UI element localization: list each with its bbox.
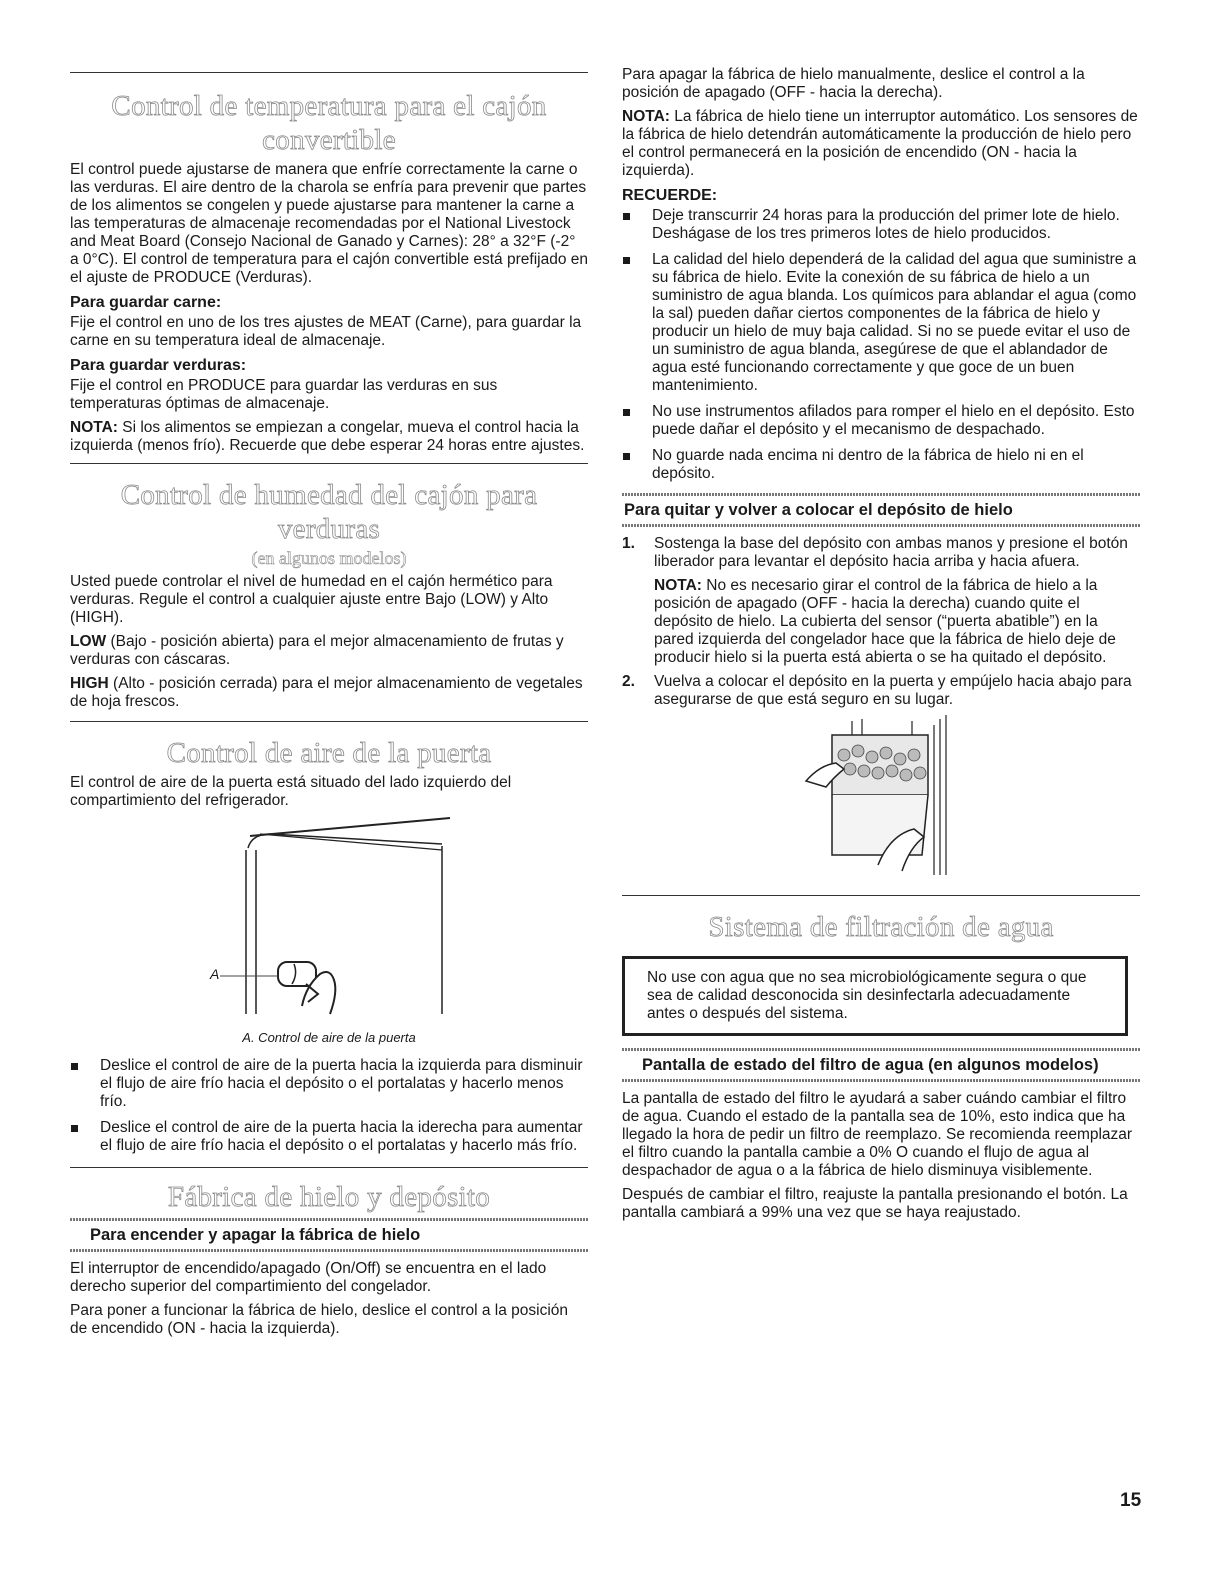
figure-caption: A. Control de aire de la puerta bbox=[242, 1030, 416, 1045]
ice-bin-figure bbox=[622, 715, 1140, 883]
low-label: LOW bbox=[70, 633, 107, 650]
high-label: HIGH bbox=[70, 675, 109, 692]
door-illustration bbox=[70, 816, 588, 1026]
figure-callout-a: A bbox=[210, 966, 220, 982]
low-text: (Bajo - posición abierta) para el mejor almacenamiento de frutas y verduras con cáscaras. bbox=[70, 633, 564, 668]
filter-reset-text: Después de cambiar el filtro, reajuste la pantalla presionando el botón. La pantalla cambiará a 99% una vez que se haya reajustado. bbox=[622, 1186, 1128, 1221]
step-number: 2. bbox=[622, 673, 635, 690]
ice-switch-text: El interruptor de encendido/apagado (On/Off) se encuentra en el lado derecho superior del compartimiento del congelador. bbox=[70, 1260, 547, 1295]
page-number: 15 bbox=[1120, 1490, 1142, 1511]
dotted-rule bbox=[622, 1079, 1140, 1082]
list-item: No use instrumentos afilados para romper el hielo en el depósito. Esto puede dañar el depósito y el mecanismo de despachado. bbox=[622, 403, 1140, 439]
list-item: Deje transcurrir 24 horas para la producción del primer lote de hielo. Deshágase de los tres primeros lotes de hielo producidos. bbox=[622, 207, 1140, 243]
door-air-intro: El control de aire de la puerta está situado del lado izquierdo del compartimiento del refrigerador. bbox=[70, 774, 512, 809]
door-air-list bbox=[70, 1057, 588, 1155]
door-air-figure bbox=[70, 816, 588, 1026]
ice-off-text: Para apagar la fábrica de hielo manualmente, deslice el control a la posición de apagado (OFF - hacia la derecha). bbox=[622, 66, 1085, 101]
note-label: NOTA: bbox=[70, 419, 118, 436]
note-text: La fábrica de hielo tiene un interruptor automático. Los sensores de la fábrica de hielo detendrán automáticamente la producción de hielo pero el control permanecerá en la posición de encendido (ON - hacia la izquierda). bbox=[622, 108, 1138, 179]
subhead-ice-bin: Para quitar y volver a colocar el depósito de hielo bbox=[624, 501, 1013, 519]
left-column bbox=[70, 66, 588, 1344]
ice-note bbox=[622, 108, 1140, 180]
note-text: Si los alimentos se empiezan a congelar, mueva el control hacia la izquierda (menos frío). Recuerde que debe esperar 24 horas entre ajustes. bbox=[70, 419, 585, 454]
note-label: NOTA: bbox=[654, 577, 702, 594]
step-text: Vuelva a colocar el depósito en la puerta y empújelo hacia abajo para asegurarse de que está seguro en su lugar. bbox=[654, 673, 1132, 708]
bin-steps bbox=[622, 535, 1140, 709]
note-text: No es necesario girar el control de la fábrica de hielo a la posición de apagado (OFF - hacia la derecha) cuando quite el depósito de hielo. La cubierta del sensor (“puerta abatible”) en la pared izquierda del congelador hace que la fábrica de hielo deje de producir hielo si la puerta está abierta o se ha quitado el depósito. bbox=[654, 577, 1116, 666]
high-text: (Alto - posición cerrada) para el mejor almacenamiento de vegetales de hoja frescos. bbox=[70, 675, 583, 710]
list-item: No guarde nada encima ni dentro de la fábrica de hielo ni en el depósito. bbox=[622, 447, 1140, 483]
note-label: NOTA: bbox=[622, 108, 670, 125]
dotted-rule bbox=[622, 493, 1140, 496]
ice-on-text: Para poner a funcionar la fábrica de hielo, deslice el control a la posición de encendido (ON - hacia la izquierda). bbox=[70, 1302, 569, 1337]
list-item: Deslice el control de aire de la puerta hacia la izquierda para disminuir el flujo de aire frío hacia el depósito o el portalatas y hacerlo menos frío. bbox=[70, 1057, 588, 1111]
subhead-ice-on-off: Para encender y apagar la fábrica de hielo bbox=[90, 1226, 421, 1244]
convertible-intro: El control puede ajustarse de manera que enfríe correctamente la carne o las verduras. El aire dentro de la charola se enfría para prevenir que partes de los alimentos se congelen y puede ajustarse para mantener la carne a las temperaturas de almacenaje recomendadas por el National Livestock and Meat Board (Consejo Nacional de Ganado y Carnes): 28° a 32°F (-2° a 0°C). El control de temperatura para el cajón convertible está prefijado en el ajuste de PRODUCE (Verduras). bbox=[70, 161, 588, 286]
convertible-note bbox=[70, 419, 588, 455]
humidity-high bbox=[70, 675, 588, 711]
ice-bin-illustration bbox=[622, 715, 1140, 883]
dotted-rule bbox=[622, 1048, 1140, 1051]
step-text: Sostenga la base del depósito con ambas manos y presione el botón liberador para levantar el depósito hacia arriba y hacia afuera. bbox=[654, 535, 1128, 570]
right-column bbox=[622, 66, 1140, 1228]
section-subtitle-models: (en algunos modelos) bbox=[251, 548, 407, 568]
veg-heading: Para guardar verduras: bbox=[70, 357, 247, 374]
warning-box bbox=[622, 956, 1128, 1036]
list-item: La calidad del hielo dependerá de la calidad del agua que suministre a su fábrica de hielo. Evite la conexión de su fábrica de hielo a un suministro de agua blanda. Los químicos para ablandar el agua (como la sal) pueden dañar ciertos componentes de la fábrica de hielo y producir un hielo de muy baja calidad. Si no se puede evitar el uso de un suministro de agua blanda, asegúrese de que el ablandador de agua esté funcionando correctamente y que goce de un buen mantenimiento. bbox=[622, 251, 1140, 395]
warning-text: No use con agua que no sea microbiológicamente segura o que sea de calidad desconocida sin desinfectarla adecuadamente antes o después del sistema. bbox=[647, 969, 1087, 1022]
section-rule bbox=[70, 463, 588, 464]
meat-text: Fije el control en uno de los tres ajustes de MEAT (Carne), para guardar la carne en su temperatura ideal de almacenaje. bbox=[70, 314, 582, 349]
list-item: Deslice el control de aire de la puerta hacia la iderecha para aumentar el flujo de aire frío hacia el depósito o el portalatas y hacerlo más frío. bbox=[70, 1119, 588, 1155]
step-item bbox=[622, 673, 1140, 709]
section-rule bbox=[70, 721, 588, 722]
recuerde-list bbox=[622, 207, 1140, 483]
section-title-convertible-drawer: Control de temperatura para el cajón convertible bbox=[111, 90, 547, 156]
section-title-ice-maker: Fábrica de hielo y depósito bbox=[167, 1181, 491, 1213]
dotted-rule bbox=[622, 524, 1140, 527]
section-title-water-filter: Sistema de filtración de agua bbox=[708, 911, 1054, 943]
section-title-humidity: Control de humedad del cajón para verduras bbox=[120, 479, 538, 545]
section-rule bbox=[622, 895, 1140, 896]
step-item bbox=[622, 535, 1140, 667]
dotted-rule bbox=[70, 1249, 588, 1252]
dotted-rule bbox=[70, 1218, 588, 1221]
veg-text: Fije el control en PRODUCE para guardar las verduras en sus temperaturas óptimas de almacenaje. bbox=[70, 377, 498, 412]
filter-status-text: La pantalla de estado del filtro le ayudará a saber cuándo cambiar el filtro de agua. Cuando el estado de la pantalla sea de 10%, esto indica que ha llegado la hora de pedir un filtro de reemplazo. Se recomienda reemplazar el filtro cuando la pantalla cambie a 0% O cuando el flujo de agua al despachador de agua o a la fábrica de hielo disminuya visiblemente. bbox=[622, 1090, 1133, 1179]
step-note bbox=[654, 577, 1140, 667]
humidity-low bbox=[70, 633, 588, 669]
section-rule bbox=[70, 1167, 588, 1168]
section-title-door-air: Control de aire de la puerta bbox=[166, 737, 492, 769]
subhead-filter-status: Pantalla de estado del filtro de agua (en algunos modelos) bbox=[642, 1056, 1099, 1074]
recuerde-heading: RECUERDE: bbox=[622, 187, 718, 204]
meat-heading: Para guardar carne: bbox=[70, 294, 222, 311]
step-number: 1. bbox=[622, 535, 635, 552]
humidity-intro: Usted puede controlar el nivel de humedad en el cajón hermético para verduras. Regule el control a cualquier ajuste entre Bajo (LOW) y Alto (HIGH). bbox=[70, 573, 553, 626]
section-rule bbox=[70, 72, 588, 73]
